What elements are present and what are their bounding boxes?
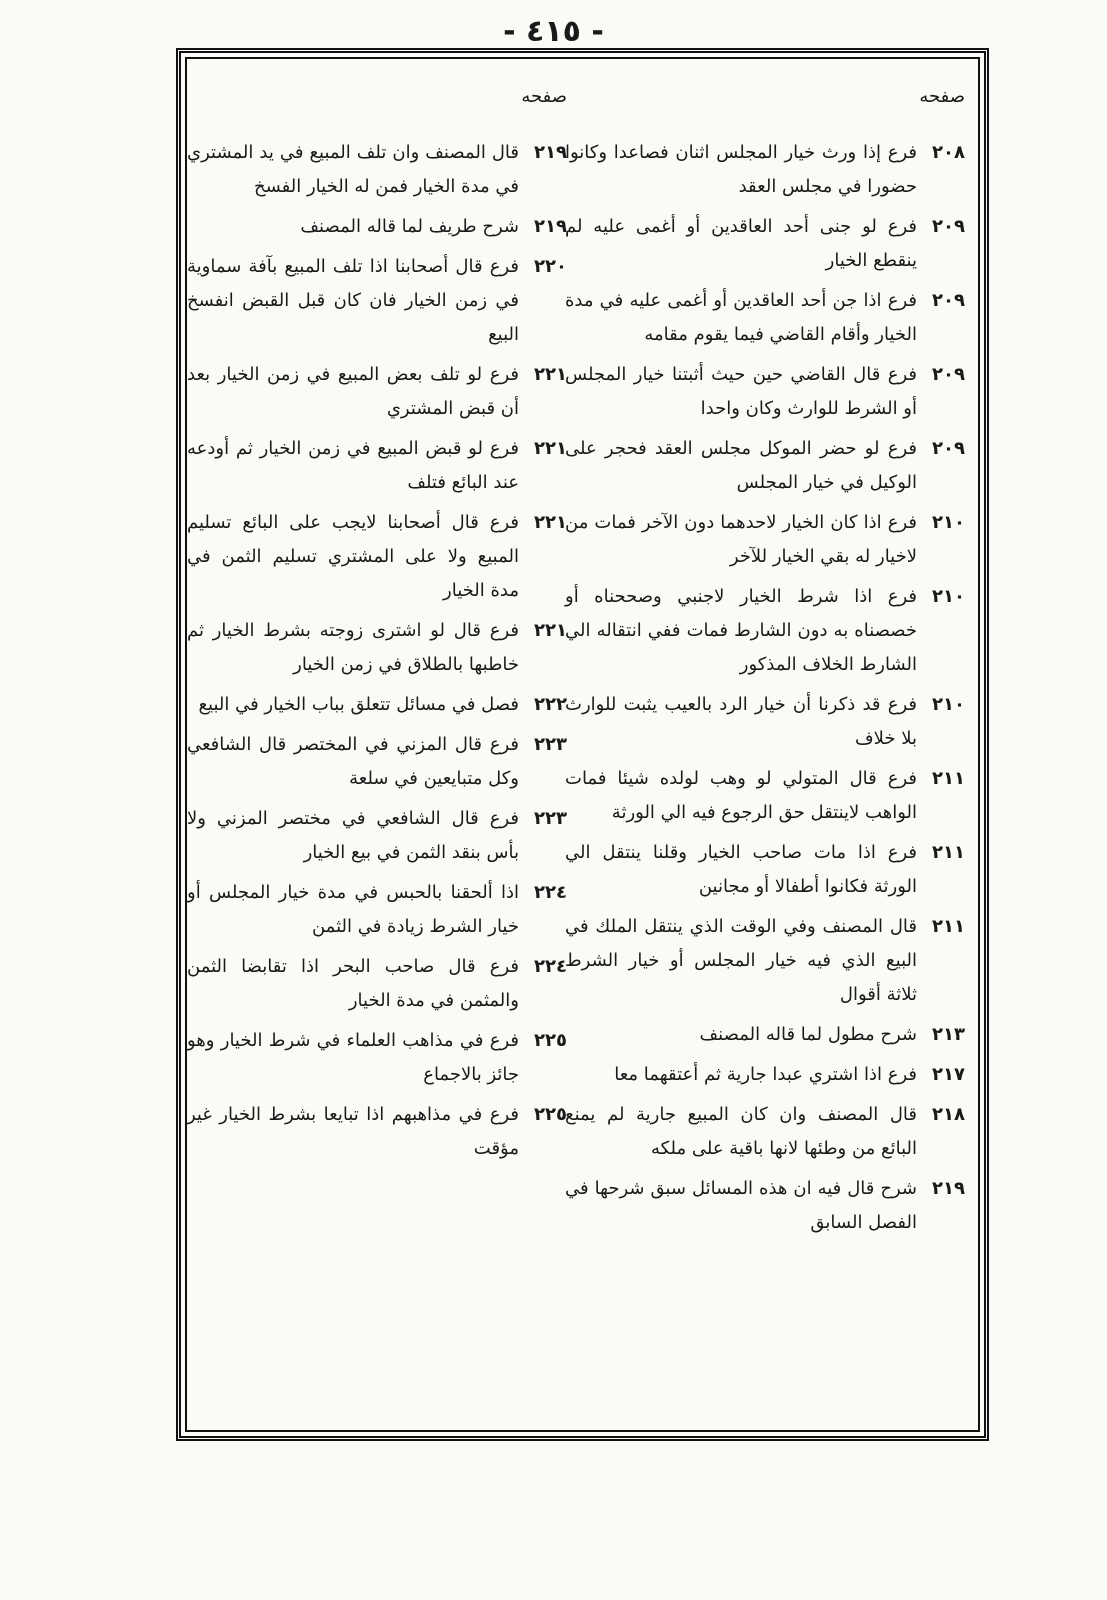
- right-column: [565, 136, 965, 1246]
- toc-entry: [565, 432, 965, 500]
- toc-entry: [565, 506, 965, 574]
- entry-title: فرع في مذاهبهم اذا تبايعا بشرط الخيار غير مؤقت: [187, 1104, 519, 1159]
- entry-title: اذا ألحقنا بالحبس في مدة خيار المجلس أو خيار الشرط زيادة في الثمن: [187, 882, 519, 937]
- entry-title: قال المصنف وان كان المبيع جارية لم يمنع البائع من وطئها لانها باقية على ملكه: [565, 1104, 917, 1159]
- entry-page-number: ٢١٠: [932, 694, 965, 715]
- entry-title: قال المصنف وان تلف المبيع في يد المشتري في مدة الخيار فمن له الخيار الفسخ: [187, 142, 519, 197]
- toc-entry: [187, 688, 567, 722]
- entry-page-number: ٢٢٤: [534, 956, 567, 977]
- entry-page-number: ٢١٠: [932, 586, 965, 607]
- entry-page-number: ٢١٠: [932, 512, 965, 533]
- entry-title: فرع قال المزني في المختصر قال الشافعي وكل متبايعين في سلعة: [187, 734, 519, 789]
- toc-entry: [565, 210, 965, 278]
- toc-entry: [187, 432, 567, 500]
- toc-entry: [187, 136, 567, 204]
- toc-entry: [565, 580, 965, 682]
- entry-title: فرع في مذاهب العلماء في شرط الخيار وهو جائز بالاجماع: [187, 1030, 519, 1085]
- entry-page-number: ٢٢١: [534, 620, 567, 641]
- entry-title: فرع قد ذكرنا أن خيار الرد بالعيب يثبت للوارث بلا خلاف: [565, 694, 917, 749]
- entry-title: فرع قال لو اشترى زوجته بشرط الخيار ثم خاطبها بالطلاق في زمن الخيار: [187, 620, 519, 675]
- left-column-header: صفحه: [521, 86, 567, 107]
- entry-page-number: ٢٠٩: [932, 364, 965, 385]
- entry-page-number: ٢٢١: [534, 364, 567, 385]
- toc-entry: [565, 136, 965, 204]
- toc-entry: [565, 1018, 965, 1052]
- entry-title: فرع اذا شرط الخيار لاجنبي وصححناه أو خصصناه به دون الشارط فمات ففي انتقاله الي الشارط الخلاف المذكور: [565, 586, 917, 675]
- entry-page-number: ٢٠٩: [932, 290, 965, 311]
- toc-entry: [187, 210, 567, 244]
- entry-title: فصل في مسائل تتعلق بباب الخيار في البيع: [198, 694, 519, 715]
- entry-title: فرع لو تلف بعض المبيع في زمن الخيار بعد أن قبض المشتري: [187, 364, 519, 419]
- entry-title: فرع اذا كان الخيار لاحدهما دون الآخر فمات من لاخيار له بقي الخيار للآخر: [565, 512, 917, 567]
- entry-title: فرع قال أصحابنا اذا تلف المبيع بآفة سماوية في زمن الخيار فان كان قبل القبض انفسخ البيع: [187, 256, 519, 345]
- toc-entry: [565, 910, 965, 1012]
- entry-page-number: ٢١١: [932, 768, 965, 789]
- toc-entry: [187, 728, 567, 796]
- entry-page-number: ٢٢٣: [534, 808, 567, 829]
- entry-page-number: ٢٠٨: [932, 142, 965, 163]
- entry-page-number: ٢٢١: [534, 438, 567, 459]
- toc-entry: [187, 614, 567, 682]
- entry-page-number: ٢٢٢: [534, 694, 567, 715]
- entry-title: فرع قال الشافعي في مختصر المزني ولا بأس بنقد الثمن في بيع الخيار: [187, 808, 519, 863]
- entry-page-number: ٢٢٣: [534, 734, 567, 755]
- toc-entry: [187, 506, 567, 608]
- toc-entry: [565, 1172, 965, 1240]
- left-column: [187, 136, 567, 1172]
- right-column-header: صفحه: [919, 86, 965, 107]
- toc-entry: [565, 688, 965, 756]
- entry-page-number: ٢٢٥: [534, 1030, 567, 1051]
- entry-page-number: ٢١١: [932, 842, 965, 863]
- entry-page-number: ٢٢٥: [534, 1104, 567, 1125]
- entry-title: فرع اذا جن أحد العاقدين أو أغمى عليه في مدة الخيار وأقام القاضي فيما يقوم مقامه: [565, 290, 917, 345]
- toc-entry: [187, 1024, 567, 1092]
- entry-page-number: ٢١٣: [932, 1024, 965, 1045]
- entry-page-number: ٢٠٩: [932, 216, 965, 237]
- entry-title: فرع إذا ورث خيار المجلس اثنان فصاعدا وكانوا حضورا في مجلس العقد: [565, 142, 917, 197]
- toc-entry: [565, 836, 965, 904]
- entry-title: فرع اذا اشتري عبدا جارية ثم أعتقهما معا: [614, 1064, 917, 1085]
- entry-title: شرح مطول لما قاله المصنف: [699, 1024, 917, 1045]
- entry-page-number: ٢١٩: [932, 1178, 965, 1199]
- entry-title: فرع اذا مات صاحب الخيار وقلنا ينتقل الي الورثة فكانوا أطفالا أو مجانين: [565, 842, 917, 897]
- entry-title: فرع قال القاضي حين حيث أثبتنا خيار المجلس أو الشرط للوارث وكان واحدا: [565, 364, 917, 419]
- entry-title: قال المصنف وفي الوقت الذي ينتقل الملك في البيع الذي فيه خيار المجلس أو خيار الشرط ثلاثة أقوال: [565, 916, 917, 1005]
- entry-page-number: ٢٢٠: [534, 256, 567, 277]
- entry-title: فرع قال أصحابنا لايجب على البائع تسليم المبيع ولا على المشتري تسليم الثمن في مدة الخيار: [187, 512, 519, 601]
- entry-title: فرع لو حضر الموكل مجلس العقد فحجر على الوكيل في خيار المجلس: [565, 438, 917, 493]
- entry-page-number: ٢٢٤: [534, 882, 567, 903]
- entry-title: فرع لو قبض المبيع في زمن الخيار ثم أودعه عند البائع فتلف: [187, 438, 519, 493]
- page-number: - ٤١٥ -: [503, 14, 604, 49]
- toc-entry: [187, 802, 567, 870]
- toc-entry: [565, 1098, 965, 1166]
- toc-entry: [565, 762, 965, 830]
- toc-entry: [187, 358, 567, 426]
- toc-entry: [565, 1058, 965, 1092]
- entry-page-number: ٢١٩: [534, 216, 567, 237]
- toc-entry: [187, 1098, 567, 1166]
- entry-page-number: ٢١٩: [534, 142, 567, 163]
- entry-page-number: ٢١١: [932, 916, 965, 937]
- entry-page-number: ٢١٨: [932, 1104, 965, 1125]
- entry-page-number: ٢٠٩: [932, 438, 965, 459]
- entry-title: شرح طريف لما قاله المصنف: [300, 216, 519, 237]
- entry-title: فرع لو جنى أحد العاقدين أو أغمى عليه لم ينقطع الخيار: [565, 216, 917, 271]
- toc-entry: [565, 284, 965, 352]
- toc-entry: [565, 358, 965, 426]
- entry-page-number: ٢٢١: [534, 512, 567, 533]
- entry-title: شرح قال فيه ان هذه المسائل سبق شرحها في الفصل السابق: [565, 1178, 917, 1233]
- toc-entry: [187, 950, 567, 1018]
- entry-title: فرع قال صاحب البحر اذا تقابضا الثمن والمثمن في مدة الخيار: [187, 956, 519, 1011]
- entry-title: فرع قال المتولي لو وهب لولده شيئا فمات الواهب لاينتقل حق الرجوع فيه الي الورثة: [565, 768, 917, 823]
- entry-page-number: ٢١٧: [932, 1064, 965, 1085]
- toc-entry: [187, 250, 567, 352]
- toc-entry: [187, 876, 567, 944]
